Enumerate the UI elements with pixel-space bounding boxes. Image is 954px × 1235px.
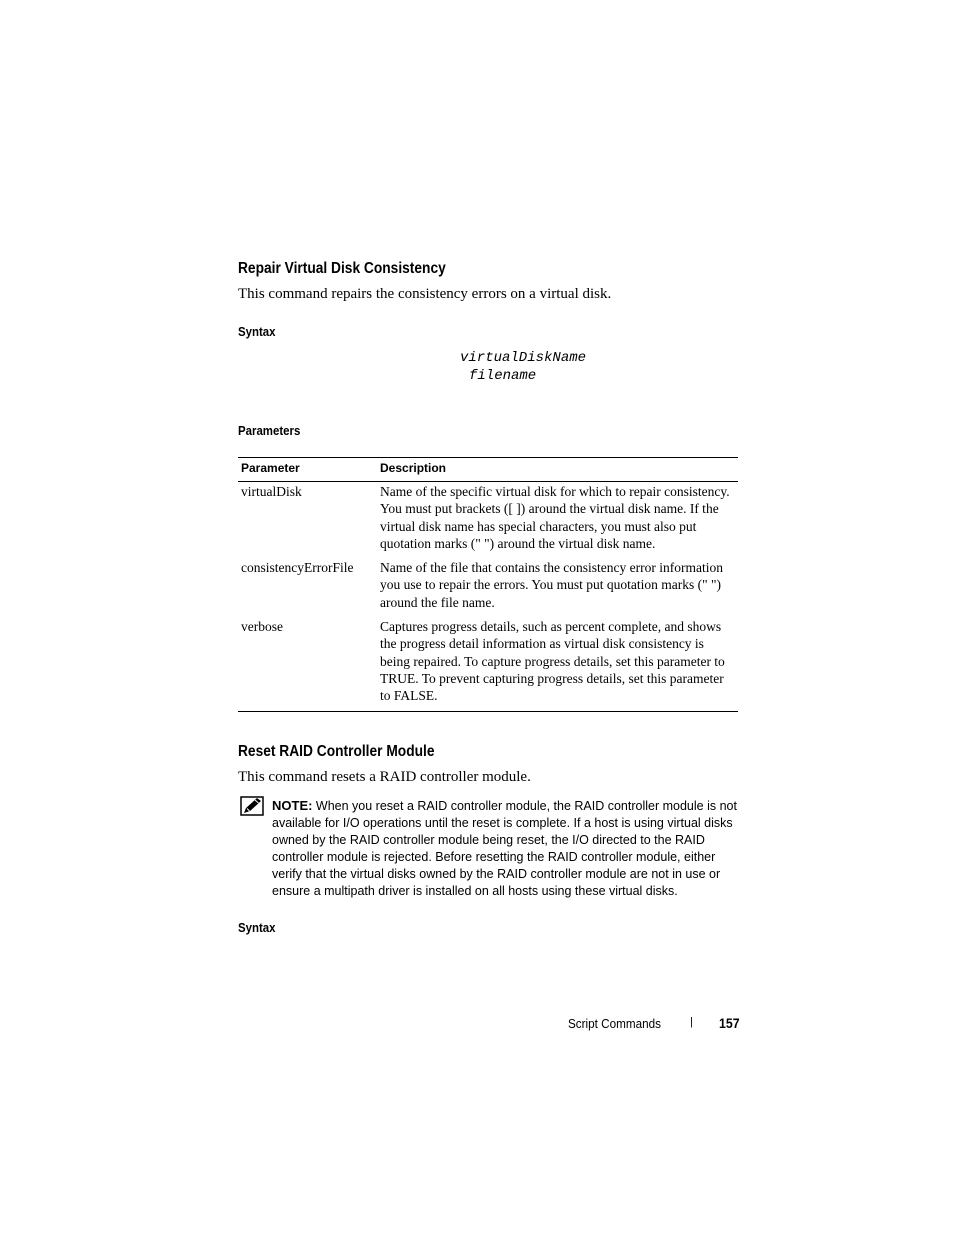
syntax-line-virtualdiskname: virtualDiskName (460, 350, 587, 366)
note-pencil-icon (240, 796, 264, 816)
parameters-table (238, 457, 738, 712)
syntax-line-filename: filename (469, 368, 537, 384)
section-description-reset: This command resets a RAID controller module. (238, 769, 531, 785)
note-text: When you reset a RAID controller module, the RAID controller module is not available for I/O operations until the reset is complete. If a host is using virtual disks owned by the RAID controller module being reset, the I/O directed to the RAID controller module is rejected. Before resetting the RAID controller module, either verify that the virtual disks owned by the RAID controller module are not in use or ensure a multipath driver is installed on all hosts using these virtual disks. (272, 799, 737, 898)
section-title-repair: Repair Virtual Disk Consistency (238, 260, 446, 277)
parameter-description: Captures progress details, such as percent complete, and shows the progress detail information as virtual disk consistency is being repaired. To capture progress details, set this parameter to TRUE. To prevent capturing progress details, set this parameter to FALSE. (380, 619, 725, 704)
parameter-description: Name of the specific virtual disk for which to repair consistency. You must put brackets ([ ]) around the virtual disk name. If the virtual disk name has special characters, you must also put quotation marks (" ") around the virtual disk name. (380, 484, 730, 551)
footer-separator: | (690, 1016, 693, 1028)
table-header-parameter: Parameter (241, 461, 300, 475)
parameter-name: virtualDisk (241, 484, 302, 499)
note-label: NOTE: (272, 798, 313, 813)
syntax-heading-repair: Syntax (238, 324, 276, 339)
parameter-name: consistencyErrorFile (241, 560, 354, 576)
parameter-name: verbose (241, 619, 283, 635)
footer-section-name: Script Commands (568, 1016, 661, 1031)
section-description-repair: This command repairs the consistency errors on a virtual disk. (238, 286, 612, 302)
parameters-heading: Parameters (238, 423, 301, 438)
section-title-reset: Reset RAID Controller Module (238, 743, 435, 760)
syntax-heading-reset: Syntax (238, 920, 276, 935)
parameter-description: Name of the file that contains the consistency error information you use to repair the errors. You must put quotation marks (" ") around the file name. (380, 560, 724, 610)
table-row (238, 482, 738, 559)
table-header-description: Description (380, 461, 447, 475)
page-number: 157 (719, 1015, 740, 1031)
note-box (272, 797, 742, 900)
table-header-row (238, 458, 738, 482)
table-row (238, 558, 738, 617)
table-row (238, 617, 738, 711)
